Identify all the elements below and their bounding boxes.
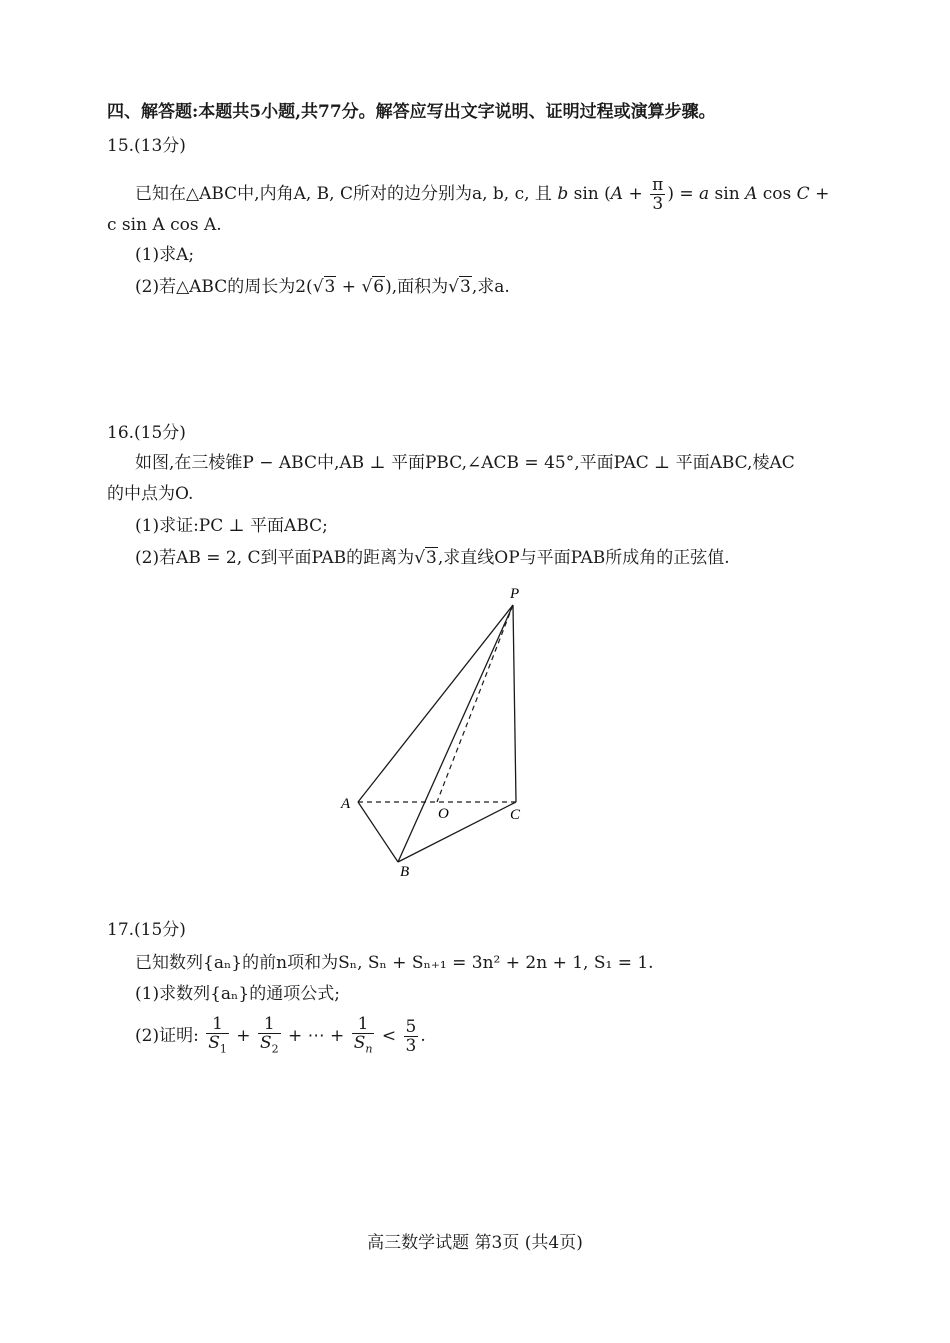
q15-stem-b: c sin A cos A. bbox=[107, 215, 222, 235]
q15-part2-suffix: ,求a. bbox=[471, 277, 510, 297]
q17-part2 bbox=[135, 1015, 426, 1058]
q15-stem-line1 bbox=[135, 176, 829, 213]
q16-number: 16. bbox=[107, 423, 135, 443]
edge-OP-dashed bbox=[437, 605, 513, 802]
q16-part2-prefix: (2)若AB = 2, C到平面PAB的距离为 bbox=[135, 548, 415, 568]
q15-points: (13分) bbox=[134, 136, 186, 156]
q17-number: 17. bbox=[107, 920, 135, 940]
q16-stem-a: 如图,在三棱锥P − ABC中,AB ⊥ 平面PBC,∠ACB = 45°,平面PAC ⊥ 平面ABC,棱AC bbox=[135, 453, 795, 473]
pi-over-3-fraction: $\frac{\pi}{3}$ bbox=[652, 175, 664, 214]
label-A: A bbox=[341, 796, 351, 812]
q16-part1: (1)求证:PC ⊥ 平面ABC; bbox=[135, 516, 328, 536]
q16-header bbox=[107, 421, 186, 445]
q15-stem-a: 已知在△ABC中,内角A, B, C所对的边分别为a, b, c, 且 bbox=[135, 184, 552, 204]
q16-part2 bbox=[135, 546, 730, 570]
q15-part2: (2)若△ABC的周长为2(√3 + √6),面积为√3,求a. bbox=[135, 277, 510, 297]
sqrt3-area: √3 bbox=[448, 277, 471, 297]
q17-part2-prefix: (2)证明: bbox=[135, 1026, 199, 1047]
edge-AB bbox=[358, 802, 398, 862]
edge-PC bbox=[513, 605, 516, 802]
sqrt3-distance: √3 bbox=[414, 548, 437, 568]
label-O: O bbox=[438, 806, 449, 822]
label-B: B bbox=[400, 864, 410, 880]
sqrt6: √6 bbox=[361, 277, 385, 297]
label-C: C bbox=[510, 807, 521, 823]
q17-part1: (1)求数列{aₙ}的通项公式; bbox=[135, 984, 340, 1004]
pyramid-figure bbox=[330, 578, 550, 883]
q15-part2-prefix: (2)若△ABC的周长为2( bbox=[135, 277, 313, 297]
q15-formula: b sin (A + $\frac{\pi}{3}$ ) = a sin A cos C + bbox=[557, 175, 830, 214]
q15-header bbox=[107, 134, 186, 158]
section-heading: 四、解答题:本题共5小题,共77分。解答应写出文字说明、证明过程或演算步骤。 bbox=[107, 102, 716, 122]
q15-number: 15. bbox=[107, 136, 135, 156]
label-P: P bbox=[510, 586, 520, 602]
edge-BC bbox=[398, 802, 516, 862]
q16-points: (15分) bbox=[134, 423, 186, 443]
edge-PA bbox=[358, 605, 513, 802]
q15-part2-mid: ),面积为 bbox=[385, 277, 449, 297]
q17-inequality: $\frac{1}{S_1}$ + $\frac{1}{S_2}$ + ⋯ + $\frac{1}{S_n}$ < $\frac{5}{3}$ . bbox=[208, 1014, 426, 1057]
q15-part1: (1)求A; bbox=[135, 245, 195, 265]
q16-stem-b: 的中点为O. bbox=[107, 484, 194, 504]
sqrt3: √3 bbox=[312, 277, 336, 297]
page-footer: 高三数学试题 第3页 (共4页) bbox=[367, 1233, 583, 1253]
q17-header bbox=[107, 918, 186, 942]
q17-stem: 已知数列{aₙ}的前n项和为Sₙ, Sₙ + Sₙ₊₁ = 3n² + 2n + 1, S₁ = 1. bbox=[135, 953, 654, 973]
q16-part2-suffix: ,求直线OP与平面PAB所成角的正弦值. bbox=[437, 548, 730, 568]
q17-points: (15分) bbox=[134, 920, 186, 940]
edge-PB bbox=[398, 605, 513, 862]
